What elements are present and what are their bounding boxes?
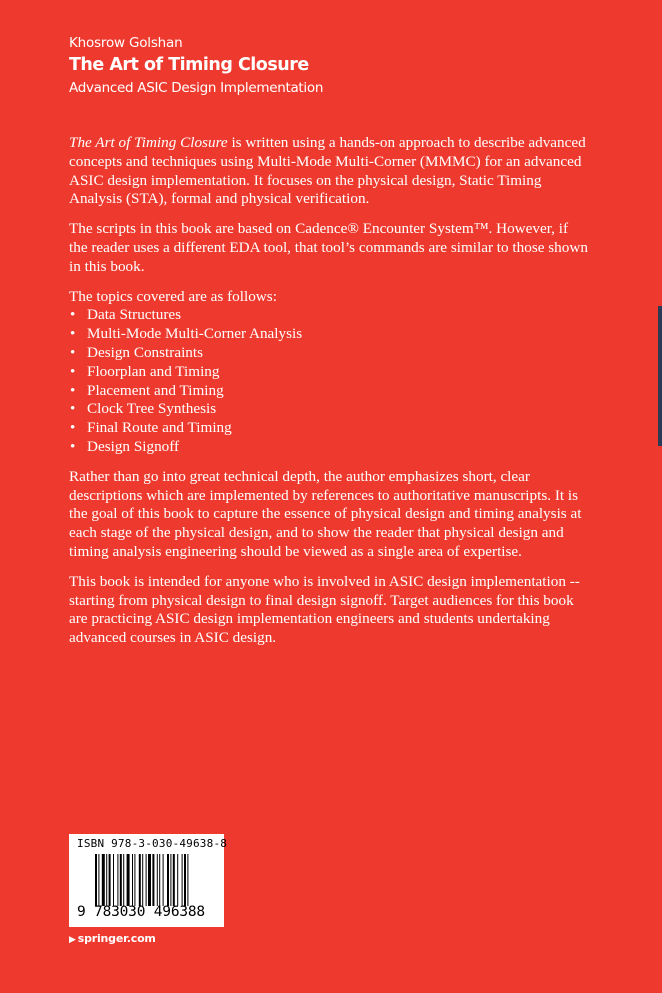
- arrow-right-icon: ▶: [69, 935, 76, 945]
- paragraph-topics-intro: The topics covered are as follows:: [69, 287, 277, 305]
- topics-list: [69, 306, 589, 456]
- barcode-digits: 9 783030 496388: [77, 904, 205, 920]
- isbn-label: ISBN 978-3-030-49638-8: [77, 837, 228, 850]
- list-item: • Placement and Timing: [69, 382, 589, 401]
- author-name: Khosrow Golshan: [69, 35, 183, 51]
- publisher-url[interactable]: springer.com: [77, 932, 156, 945]
- paragraph-intro: [69, 134, 589, 209]
- paragraph-scripts: The scripts in this book are based on Cadence® Encounter System™. However, if the reader uses a different EDA tool, that tool’s commands are similar to those shown in this book.: [69, 220, 588, 275]
- list-item: • Design Signoff: [69, 438, 589, 457]
- blurb: [69, 134, 589, 659]
- list-item: • Design Constraints: [69, 344, 589, 363]
- title-italic: The Art of Timing Closure: [69, 134, 228, 151]
- list-item: • Floorplan and Timing: [69, 363, 589, 382]
- book-subtitle: Advanced ASIC Design Implementation: [69, 80, 324, 96]
- intro-text: is written using a hands-on approach to describe advanced concepts and techniques using Multi-Mode Multi-Corner (MMMC) for an advanced ASIC design implementation. It focuses on the physical design, Static Timing Analysis (STA), formal and physical verification.: [69, 134, 586, 208]
- list-item: • Multi-Mode Multi-Corner Analysis: [69, 325, 589, 344]
- list-item: • Final Route and Timing: [69, 419, 589, 438]
- isbn-barcode: [69, 834, 228, 927]
- book-title: The Art of Timing Closure: [69, 55, 309, 75]
- list-item: • Data Structures: [69, 306, 589, 325]
- paragraph-approach: Rather than go into great technical depth, the author emphasizes short, clear descriptions which are implemented by references to authoritative manuscripts. It is the goal of this book to capture the essence of physical design and timing analysis at each stage of the physical design, and to show the reader that physical design and timing analysis engineering should be viewed as a single area of expertise.: [69, 467, 582, 560]
- publisher-footer[interactable]: [69, 932, 156, 945]
- barcode-icon: [95, 854, 215, 906]
- list-item: • Clock Tree Synthesis: [69, 400, 589, 419]
- paragraph-audience: This book is intended for anyone who is involved in ASIC design implementation -- starting from physical design to final design signoff. Target audiences for this book are practicing ASIC design implementation engineers and students undertaking advanced courses in ASIC design.: [69, 572, 580, 647]
- cover-header: [69, 34, 323, 97]
- edge-accent-bar: [658, 306, 662, 446]
